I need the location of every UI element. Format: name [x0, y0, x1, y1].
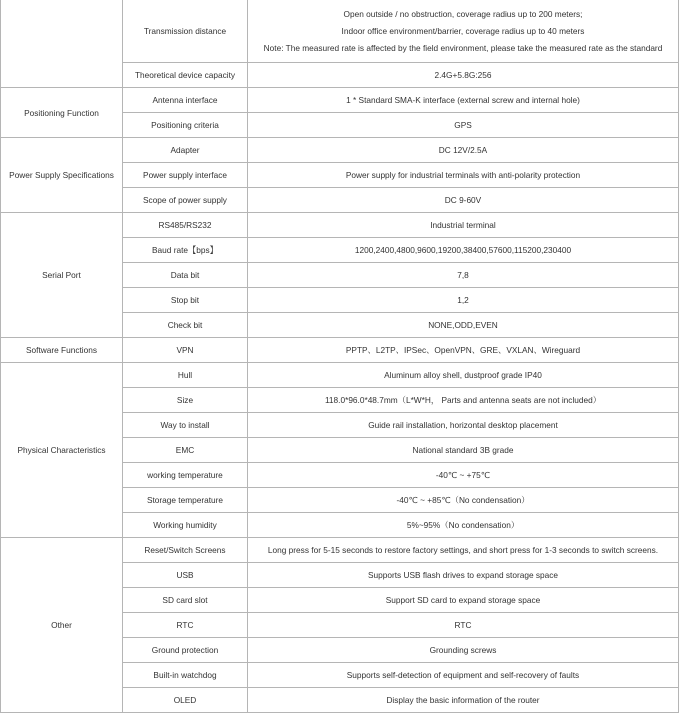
row-label: Scope of power supply	[123, 188, 248, 213]
row-value	[248, 0, 679, 63]
group-label: Power Supply Specifications	[1, 138, 123, 213]
table-row	[1, 338, 679, 363]
row-label: Baud rate【bps】	[123, 238, 248, 263]
row-label: VPN	[123, 338, 248, 363]
value-line: Open outside / no obstruction, coverage radius up to 200 meters;	[343, 8, 583, 19]
row-value: Power supply for industrial terminals with anti-polarity protection	[248, 163, 679, 188]
row-label: Storage temperature	[123, 488, 248, 513]
table-row	[1, 363, 679, 388]
table-row	[1, 138, 679, 163]
row-label: RS485/RS232	[123, 213, 248, 238]
row-label: Transmission distance	[123, 0, 248, 63]
row-value: Supports self-detection of equipment and self-recovery of faults	[248, 663, 679, 688]
row-value: Supports USB flash drives to expand storage space	[248, 563, 679, 588]
row-label: Size	[123, 388, 248, 413]
group-label: Other	[1, 538, 123, 713]
row-label: Data bit	[123, 263, 248, 288]
row-label: OLED	[123, 688, 248, 713]
row-value: 2.4G+5.8G:256	[248, 63, 679, 88]
group-label: Physical Characteristics	[1, 363, 123, 538]
row-value: 1 * Standard SMA-K interface (external screw and internal hole)	[248, 88, 679, 113]
table-row	[1, 538, 679, 563]
row-label: Built-in watchdog	[123, 663, 248, 688]
row-value: DC 9-60V	[248, 188, 679, 213]
row-value: GPS	[248, 113, 679, 138]
row-value: Grounding screws	[248, 638, 679, 663]
group-label: Software Functions	[1, 338, 123, 363]
value-line: Note: The measured rate is affected by the field environment, please take the measured rate as the standard	[263, 42, 663, 53]
row-value: Guide rail installation, horizontal desktop placement	[248, 413, 679, 438]
row-label: Power supply interface	[123, 163, 248, 188]
row-value: 1200,2400,4800,9600,19200,38400,57600,115200,230400	[248, 238, 679, 263]
value-line: Indoor office environment/barrier, coverage radius up to 40 meters	[341, 25, 585, 36]
row-label: Theoretical device capacity	[123, 63, 248, 88]
group-label: Positioning Function	[1, 88, 123, 138]
row-label: Way to install	[123, 413, 248, 438]
row-value: 1,2	[248, 288, 679, 313]
row-value: -40℃ ~ +85℃（No condensation）	[248, 488, 679, 513]
row-label: Ground protection	[123, 638, 248, 663]
row-label: SD card slot	[123, 588, 248, 613]
row-label: Check bit	[123, 313, 248, 338]
table-row	[1, 88, 679, 113]
row-value: 5%~95%（No condensation）	[248, 513, 679, 538]
row-label: Working humidity	[123, 513, 248, 538]
row-value: Display the basic information of the router	[248, 688, 679, 713]
row-value: PPTP、L2TP、IPSec、OpenVPN、GRE、VXLAN、Wireguard	[248, 338, 679, 363]
row-value: RTC	[248, 613, 679, 638]
row-label: Stop bit	[123, 288, 248, 313]
row-label: EMC	[123, 438, 248, 463]
row-label: Positioning criteria	[123, 113, 248, 138]
row-value: Long press for 5-15 seconds to restore factory settings, and short press for 1-3 seconds to switch screens.	[248, 538, 679, 563]
row-label: Hull	[123, 363, 248, 388]
row-value: DC 12V/2.5A	[248, 138, 679, 163]
row-label: working temperature	[123, 463, 248, 488]
row-value: Industrial terminal	[248, 213, 679, 238]
row-value: 118.0*96.0*48.7mm（L*W*H， Parts and antenna seats are not included）	[248, 388, 679, 413]
row-value: Aluminum alloy shell, dustproof grade IP40	[248, 363, 679, 388]
row-value: National standard 3B grade	[248, 438, 679, 463]
row-label: Reset/Switch Screens	[123, 538, 248, 563]
table-row	[1, 0, 679, 63]
group-label: Serial Port	[1, 213, 123, 338]
row-value: NONE,ODD,EVEN	[248, 313, 679, 338]
row-label: USB	[123, 563, 248, 588]
row-label: Antenna interface	[123, 88, 248, 113]
row-value: 7,8	[248, 263, 679, 288]
row-value: -40℃ ~ +75℃	[248, 463, 679, 488]
row-value: Support SD card to expand storage space	[248, 588, 679, 613]
row-label: RTC	[123, 613, 248, 638]
table-row	[1, 213, 679, 238]
row-label: Adapter	[123, 138, 248, 163]
group-cell-empty	[1, 0, 123, 88]
